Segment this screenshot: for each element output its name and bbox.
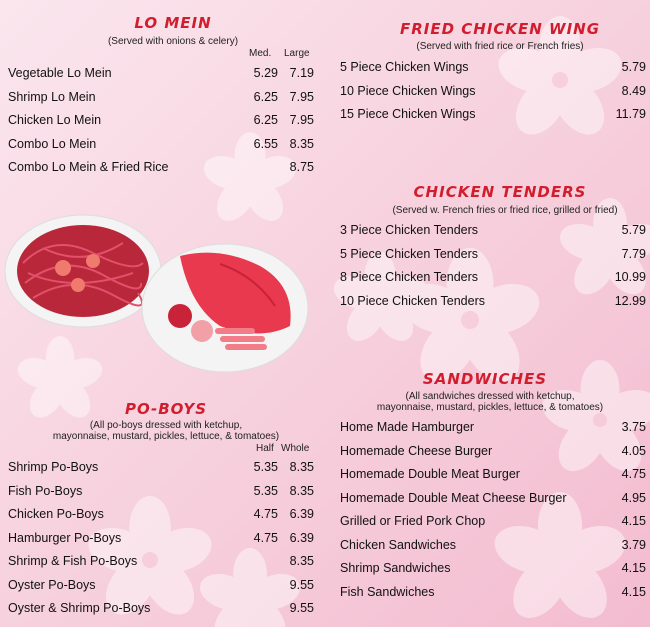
chicken-wing-item-name: 15 Piece Chicken Wings — [340, 107, 476, 121]
lo-mein-col-med: Med. — [249, 48, 272, 59]
chicken-tenders-section — [340, 183, 646, 313]
sandwiches-item-name: Home Made Hamburger — [340, 420, 475, 434]
po-boys-item-price-1: 5.35 — [253, 460, 278, 474]
sandwiches-item-name: Homemade Double Meat Burger — [340, 467, 520, 481]
sandwiches-item — [340, 491, 646, 511]
po-boys-item-price-1: 5.35 — [253, 483, 278, 498]
chicken-tenders-item-price: 12.99 — [614, 293, 646, 308]
sandwiches-item-name: Shrimp Sandwiches — [340, 561, 451, 575]
lo-mein-item-price-2: 7.19 — [289, 66, 314, 80]
fried-chicken-wing-title: FRIED CHICKEN WING — [399, 20, 601, 38]
lo-mein-item-name: Combo Lo Mein — [8, 136, 97, 151]
sandwiches-item — [340, 561, 646, 581]
chicken-tenders-item — [340, 270, 646, 290]
po-boys-item-name: Hamburger Po-Boys — [8, 530, 122, 545]
lo-mein-item-price-2: 8.75 — [289, 160, 314, 174]
po-boys-item-price-1: 4.75 — [253, 507, 278, 521]
sandwiches-item — [340, 444, 646, 464]
po-boys-section — [8, 400, 318, 625]
chicken-wing-item-price: 11.79 — [615, 107, 646, 121]
fried-chicken-wing-section — [340, 20, 646, 130]
po-boys-item-name: Shrimp & Fish Po-Boys — [8, 554, 138, 568]
chicken-wing-item — [340, 60, 646, 80]
chicken-tenders-item-name: 8 Piece Chicken Tenders — [340, 270, 479, 284]
lo-mein-item — [8, 66, 318, 86]
lo-mein-item-price-1: 6.25 — [253, 89, 278, 104]
po-boys-item-price-2: 9.55 — [289, 601, 314, 615]
sandwiches-item-price: 4.15 — [621, 514, 646, 528]
po-boys-item-name: Oyster & Shrimp Po-Boys — [8, 601, 151, 615]
sandwiches-item — [340, 514, 646, 534]
lo-mein-item — [8, 137, 318, 157]
po-boys-item-price-1: 4.75 — [253, 530, 278, 545]
chicken-tenders-subtitle: (Served w. French fries or fried rice, grilled or fried) — [392, 205, 618, 216]
sandwiches-item-name: Homemade Cheese Burger — [340, 443, 493, 458]
po-boys-item — [8, 601, 318, 621]
sandwiches-item-name: Grilled or Fried Pork Chop — [340, 514, 486, 528]
po-boys-subtitle-line2: mayonnaise, mustard, pickles, lettuce, & tomatoes) — [52, 431, 280, 442]
lo-mein-item-name: Chicken Lo Mein — [8, 113, 102, 127]
lo-mein-item-name: Shrimp Lo Mein — [8, 89, 96, 104]
po-boys-item — [8, 578, 318, 598]
lo-mein-section — [8, 14, 318, 184]
lo-mein-item-price-2: 8.35 — [289, 136, 314, 151]
lo-mein-col-large: Large — [284, 48, 310, 59]
chicken-wing-item — [340, 107, 646, 127]
chicken-wing-item-name: 10 Piece Chicken Wings — [340, 83, 476, 98]
po-boys-item-price-2: 9.55 — [289, 577, 314, 592]
chicken-wing-item-price: 8.49 — [621, 83, 646, 98]
chicken-tenders-item-price: 10.99 — [614, 270, 646, 284]
po-boys-col-half: Half — [256, 443, 274, 454]
po-boys-item-price-2: 6.39 — [289, 530, 314, 545]
lo-mein-item-price-1: 5.29 — [253, 66, 278, 80]
lo-mein-item-price-1: 6.25 — [253, 113, 278, 127]
po-boys-item-name: Fish Po-Boys — [8, 483, 83, 498]
sandwiches-item-price: 4.15 — [621, 561, 646, 575]
chicken-tenders-item-name: 10 Piece Chicken Tenders — [340, 293, 485, 308]
po-boys-item — [8, 507, 318, 527]
lo-mein-item-name: Combo Lo Mein & Fried Rice — [8, 160, 169, 174]
lo-mein-item — [8, 160, 318, 180]
sandwiches-item — [340, 420, 646, 440]
po-boys-item-price-2: 8.35 — [289, 554, 314, 568]
lo-mein-item-price-1: 6.55 — [253, 136, 278, 151]
lo-mein-item — [8, 90, 318, 110]
po-boys-item-price-2: 6.39 — [289, 507, 314, 521]
po-boys-col-whole: Whole — [281, 443, 310, 454]
sandwiches-item-price: 3.75 — [621, 420, 646, 434]
chicken-wing-item — [340, 84, 646, 104]
chicken-tenders-item — [340, 294, 646, 314]
po-boys-item-name: Oyster Po-Boys — [8, 577, 96, 592]
sandwiches-item-price: 4.15 — [621, 584, 646, 599]
chicken-tenders-item — [340, 223, 646, 243]
chicken-tenders-item-name: 5 Piece Chicken Tenders — [340, 246, 479, 261]
sandwiches-section — [340, 370, 646, 620]
po-boys-item — [8, 460, 318, 480]
sandwiches-item — [340, 585, 646, 605]
sandwiches-item-name: Homemade Double Meat Cheese Burger — [340, 490, 567, 505]
po-boys-item-price-2: 8.35 — [289, 460, 314, 474]
sandwiches-subtitle-line2: mayonnaise, mustard, pickles, lettuce, & tomatoes) — [376, 402, 604, 413]
chicken-tenders-item-price: 7.79 — [621, 246, 646, 261]
chicken-wing-item-name: 5 Piece Chicken Wings — [340, 60, 469, 74]
fried-fish-plate-photo — [140, 236, 310, 374]
sandwiches-item-name: Chicken Sandwiches — [340, 537, 457, 552]
lo-mein-subtitle: (Served with onions & celery) — [107, 36, 239, 47]
po-boys-item-price-2: 8.35 — [289, 483, 314, 498]
po-boys-title: PO-BOYS — [124, 400, 207, 418]
lo-mein-item-price-2: 7.95 — [289, 113, 314, 127]
chicken-tenders-item-price: 5.79 — [621, 223, 646, 237]
chicken-tenders-item — [340, 247, 646, 267]
chicken-wing-item-price: 5.79 — [621, 60, 646, 74]
sandwiches-item-price: 4.75 — [621, 467, 646, 481]
lo-mein-plate-photo — [3, 213, 163, 329]
lo-mein-item — [8, 113, 318, 133]
po-boys-item — [8, 531, 318, 551]
sandwiches-subtitle-line1: (All sandwiches dressed with ketchup, — [405, 391, 575, 402]
po-boys-item — [8, 484, 318, 504]
sandwiches-item-price: 4.05 — [621, 443, 646, 458]
lo-mein-item-name: Vegetable Lo Mein — [8, 66, 112, 80]
chicken-tenders-item-name: 3 Piece Chicken Tenders — [340, 223, 479, 237]
lo-mein-title: LO MEIN — [134, 14, 212, 32]
sandwiches-item-price: 4.95 — [621, 490, 646, 505]
sandwiches-title: SANDWICHES — [422, 370, 548, 388]
sandwiches-item — [340, 467, 646, 487]
lo-mein-item-price-2: 7.95 — [289, 89, 314, 104]
fried-chicken-wing-subtitle: (Served with fried rice or French fries) — [416, 41, 584, 52]
sandwiches-item-name: Fish Sandwiches — [340, 584, 435, 599]
po-boys-item — [8, 554, 318, 574]
po-boys-item-name: Shrimp Po-Boys — [8, 460, 99, 474]
sandwiches-item-price: 3.79 — [621, 537, 646, 552]
chicken-tenders-title: CHICKEN TENDERS — [413, 183, 587, 201]
po-boys-item-name: Chicken Po-Boys — [8, 507, 104, 521]
po-boys-subtitle-line1: (All po-boys dressed with ketchup, — [89, 420, 243, 431]
sandwiches-item — [340, 538, 646, 558]
